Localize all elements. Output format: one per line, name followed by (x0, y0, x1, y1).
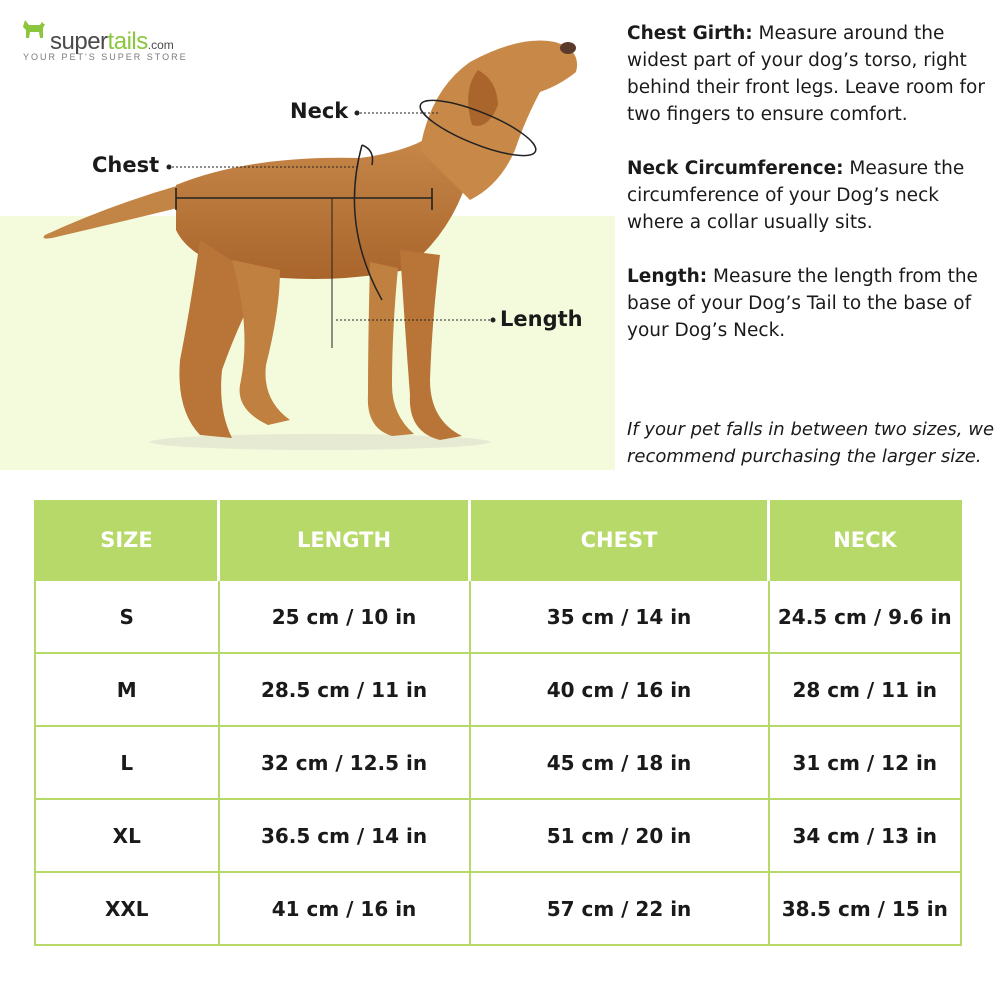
size-cell: M (35, 653, 219, 726)
length-cell: 41 cm / 16 in (219, 872, 470, 945)
neck-cell: 31 cm / 12 in (769, 726, 962, 799)
length-label: Length (500, 307, 583, 331)
chest-girth-instruction: Chest Girth: Measure around the widest part of your dog’s torso, right behind their front legs. Leave room for two fingers to ensure comfort. (627, 23, 985, 125)
brand-name: supertails.com (50, 28, 174, 55)
brand-tagline: YOUR PET'S SUPER STORE (23, 52, 188, 62)
length-instruction: Length: Measure the length from the base of your Dog’s Tail to the base of your Dog’s Neck. (627, 266, 978, 341)
dog-measurement-illustration (0, 20, 615, 460)
size-chart-table (34, 500, 962, 946)
table-row (35, 872, 961, 945)
measurement-instructions (627, 20, 992, 371)
chest-cell: 45 cm / 18 in (470, 726, 769, 799)
size-recommendation-note: If your pet falls in between two sizes, we recommend purchasing the larger size. (627, 419, 995, 467)
table-row (35, 653, 961, 726)
neck-cell: 24.5 cm / 9.6 in (769, 580, 962, 653)
table-header-row (35, 500, 961, 580)
neck-cell: 38.5 cm / 15 in (769, 872, 962, 945)
table-row (35, 726, 961, 799)
neck-cell: 28 cm / 11 in (769, 653, 962, 726)
length-cell: 25 cm / 10 in (219, 580, 470, 653)
size-cell: L (35, 726, 219, 799)
length-cell: 36.5 cm / 14 in (219, 799, 470, 872)
chest-cell: 35 cm / 14 in (470, 580, 769, 653)
header-neck: NECK (769, 500, 962, 580)
size-cell: XL (35, 799, 219, 872)
length-cell: 28.5 cm / 11 in (219, 653, 470, 726)
header-length: LENGTH (219, 500, 470, 580)
neck-circumference-instruction: Neck Circumference: Measure the circumference of your Dog’s neck where a collar usually sits. (627, 158, 965, 233)
chest-cell: 51 cm / 20 in (470, 799, 769, 872)
chest-cell: 57 cm / 22 in (470, 872, 769, 945)
neck-cell: 34 cm / 13 in (769, 799, 962, 872)
chest-cell: 40 cm / 16 in (470, 653, 769, 726)
size-cell: XXL (35, 872, 219, 945)
table-row (35, 580, 961, 653)
header-chest: CHEST (470, 500, 769, 580)
header-size: SIZE (35, 500, 219, 580)
chest-label: Chest (92, 153, 160, 177)
table-row (35, 799, 961, 872)
neck-label: Neck (290, 99, 349, 123)
length-cell: 32 cm / 12.5 in (219, 726, 470, 799)
size-cell: S (35, 580, 219, 653)
